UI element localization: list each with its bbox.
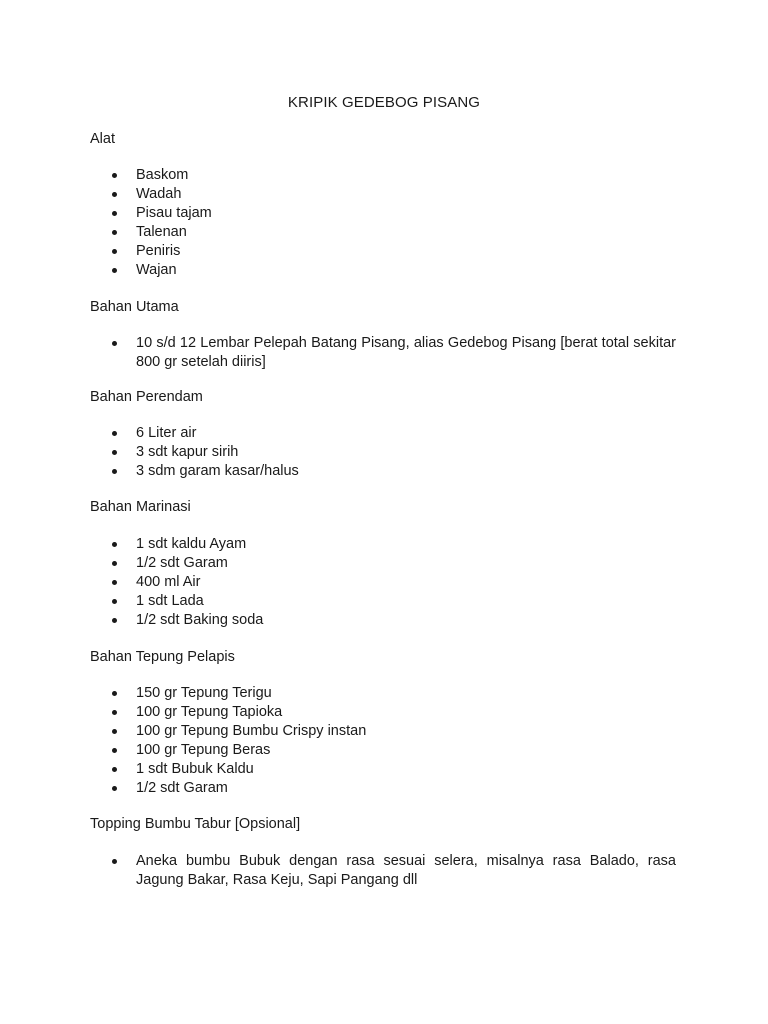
section-heading-bahan-perendam: Bahan Perendam <box>90 389 203 405</box>
section-heading-alat: Alat <box>90 131 115 147</box>
list-bahan-marinasi <box>90 535 676 630</box>
list-item: Peniris <box>90 242 676 261</box>
section-heading-topping-bumbu-tabur: Topping Bumbu Tabur [Opsional] <box>90 816 301 832</box>
list-item: 1/2 sdt Garam <box>90 554 676 573</box>
section-heading-bahan-utama: Bahan Utama <box>90 299 179 315</box>
bullet-icon <box>112 431 117 436</box>
bullet-icon <box>112 748 117 753</box>
list-item: 1 sdt Lada <box>90 592 676 611</box>
list-item: 10 s/d 12 Lembar Pelepah Batang Pisang, alias Gedebog Pisang [berat total sekitar 800 gr setelah diiris] <box>90 334 676 372</box>
list-bahan-utama <box>90 334 676 372</box>
list-bahan-tepung-pelapis <box>90 684 676 798</box>
bullet-icon <box>112 341 117 346</box>
list-item: Aneka bumbu Bubuk dengan rasa sesuai selera, misalnya rasa Balado, rasa Jagung Bakar, Rasa Keju, Sapi Pangang dll <box>90 852 676 890</box>
list-item: 100 gr Tepung Beras <box>90 741 676 760</box>
list-item: Wadah <box>90 185 676 204</box>
bullet-icon <box>112 710 117 715</box>
bullet-icon <box>112 230 117 235</box>
list-item: 1 sdt Bubuk Kaldu <box>90 760 676 779</box>
bullet-icon <box>112 786 117 791</box>
list-item: 1/2 sdt Garam <box>90 779 676 798</box>
bullet-icon <box>112 268 117 273</box>
list-item: 3 sdt kapur sirih <box>90 443 676 462</box>
list-item: 100 gr Tepung Tapioka <box>90 703 676 722</box>
section-heading-bahan-marinasi: Bahan Marinasi <box>90 499 191 515</box>
bullet-icon <box>112 173 117 178</box>
bullet-icon <box>112 542 117 547</box>
list-item: Wajan <box>90 261 676 280</box>
bullet-icon <box>112 767 117 772</box>
list-item: 1 sdt kaldu Ayam <box>90 535 676 554</box>
list-bahan-perendam <box>90 424 676 481</box>
bullet-icon <box>112 580 117 585</box>
bullet-icon <box>112 859 117 864</box>
list-item: 6 Liter air <box>90 424 676 443</box>
bullet-icon <box>112 599 117 604</box>
bullet-icon <box>112 691 117 696</box>
list-item: Pisau tajam <box>90 204 676 223</box>
list-item: 100 gr Tepung Bumbu Crispy instan <box>90 722 676 741</box>
list-item: 150 gr Tepung Terigu <box>90 684 676 703</box>
bullet-icon <box>112 469 117 474</box>
bullet-icon <box>112 192 117 197</box>
bullet-icon <box>112 249 117 254</box>
list-topping-bumbu-tabur <box>90 852 676 890</box>
bullet-icon <box>112 211 117 216</box>
bullet-icon <box>112 729 117 734</box>
list-item: 3 sdm garam kasar/halus <box>90 462 676 481</box>
list-item: Baskom <box>90 166 676 185</box>
bullet-icon <box>112 561 117 566</box>
section-heading-bahan-tepung-pelapis: Bahan Tepung Pelapis <box>90 649 235 665</box>
list-item: 400 ml Air <box>90 573 676 592</box>
list-item: 1/2 sdt Baking soda <box>90 611 676 630</box>
document-title: KRIPIK GEDEBOG PISANG <box>287 94 481 111</box>
list-item: Talenan <box>90 223 676 242</box>
bullet-icon <box>112 450 117 455</box>
bullet-icon <box>112 618 117 623</box>
list-alat <box>90 166 676 280</box>
